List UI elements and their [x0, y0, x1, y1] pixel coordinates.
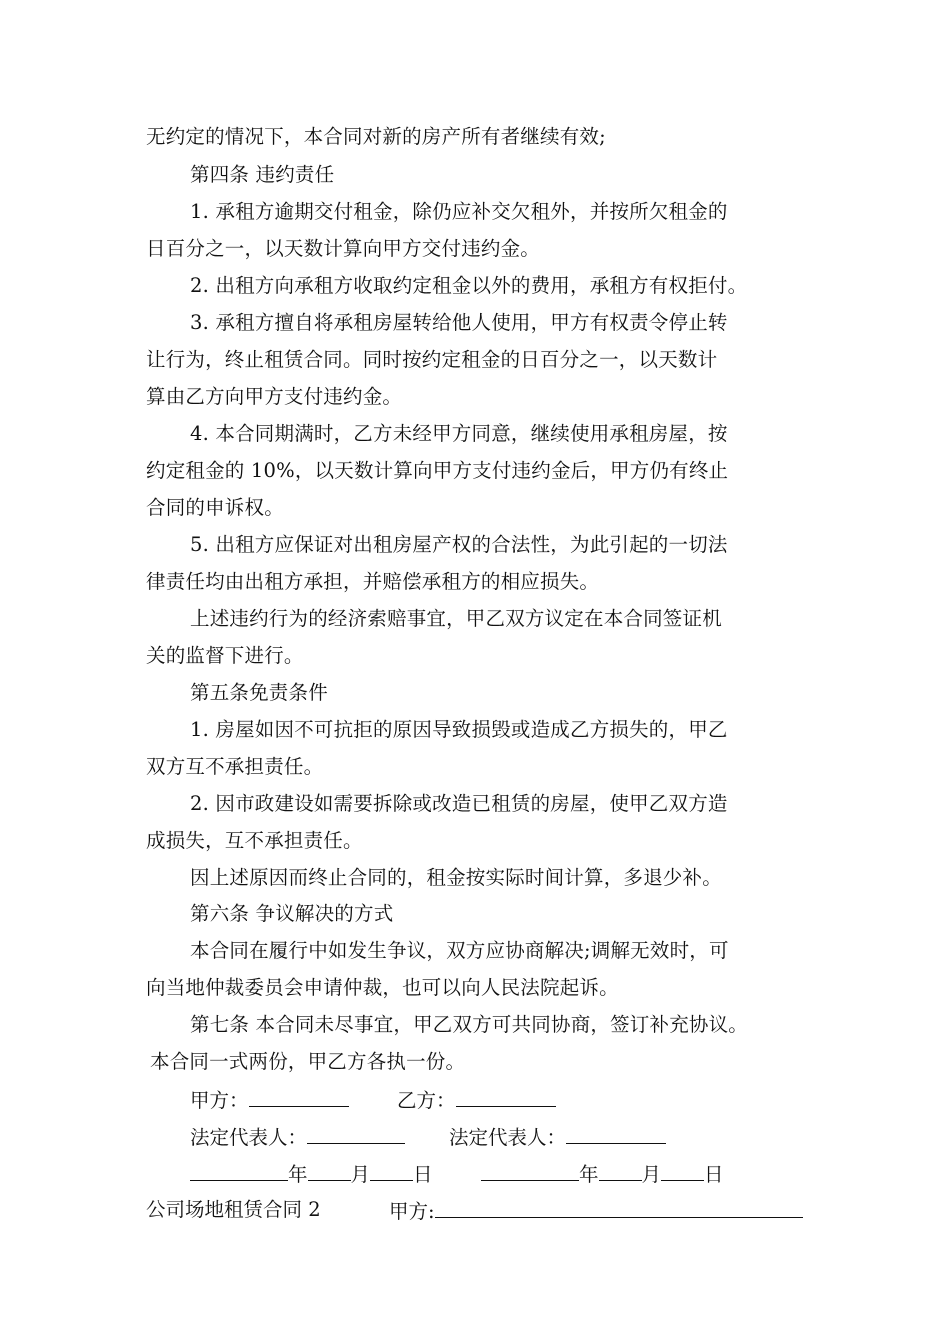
day-label: 日	[704, 1163, 724, 1186]
paragraph-line: 1. 承租方逾期交付租金，除仍应补交欠租外，并按所欠租金的	[190, 200, 728, 223]
next-party-a-blank	[435, 1197, 803, 1218]
month-blank	[308, 1160, 351, 1181]
article-heading: 第五条免责条件	[190, 681, 328, 704]
paragraph-line: 双方互不承担责任。	[146, 755, 324, 778]
year-blank	[481, 1160, 579, 1181]
month-blank	[599, 1160, 642, 1181]
paragraph-line: 算由乙方向甲方支付违约金。	[146, 385, 403, 408]
rep-b-signature	[449, 1123, 666, 1149]
paragraph-line: 日百分之一，以天数计算向甲方交付违约金。	[146, 237, 541, 260]
paragraph-line: 成损失，互不承担责任。	[146, 829, 363, 852]
day-label: 日	[413, 1163, 433, 1186]
month-label: 月	[350, 1163, 371, 1186]
day-blank	[370, 1160, 413, 1181]
next-party-a-label: 甲方:	[389, 1200, 435, 1223]
paragraph-line: 第七条 本合同未尽事宜，甲乙双方可共同协商，签订补充协议。	[190, 1013, 748, 1036]
paragraph-line: 上述违约行为的经济索赔事宜，甲乙双方议定在本合同签证机	[190, 607, 722, 630]
day-blank	[661, 1160, 704, 1181]
paragraph-line: 4. 本合同期满时，乙方未经甲方同意，继续使用承租房屋，按	[190, 422, 728, 445]
year-label: 年	[579, 1163, 599, 1186]
paragraph-line: 1. 房屋如因不可抗拒的原因导致损毁或造成乙方损失的，甲乙	[190, 718, 728, 741]
paragraph-line: 向当地仲裁委员会申请仲裁，也可以向人民法院起诉。	[146, 976, 619, 999]
paragraph-line: 合同的申诉权。	[146, 496, 284, 519]
date-a	[190, 1160, 433, 1186]
paragraph-line: 约定租金的 10%，以天数计算向甲方支付违约金后，甲方仍有终止	[146, 459, 729, 482]
paragraph-line: 无约定的情况下，本合同对新的房产所有者继续有效;	[146, 125, 606, 148]
paragraph-line: 律责任均由出租方承担，并赔偿承租方的相应损失。	[146, 570, 600, 593]
rep-b-label: 法定代表人：	[449, 1126, 567, 1149]
party-b-blank	[456, 1086, 556, 1107]
rep-b-blank	[566, 1123, 666, 1144]
year-label: 年	[288, 1163, 308, 1186]
rep-a-label: 法定代表人：	[190, 1126, 308, 1149]
date-b	[481, 1160, 724, 1186]
rep-a-signature	[190, 1123, 405, 1149]
rep-a-blank	[307, 1123, 405, 1144]
party-a-signature	[190, 1086, 349, 1112]
article-heading: 第六条 争议解决的方式	[190, 902, 394, 925]
paragraph-line: 2. 因市政建设如需要拆除或改造已租赁的房屋，使甲乙双方造	[190, 792, 728, 815]
paragraph-line: 关的监督下进行。	[146, 644, 304, 667]
paragraph-line: 3. 承租方擅自将承租房屋转给他人使用，甲方有权责令停止转	[190, 311, 728, 334]
paragraph-line: 本合同一式两份，甲乙方各执一份。	[150, 1050, 466, 1073]
paragraph-line: 2. 出租方向承租方收取约定租金以外的费用，承租方有权拒付。	[190, 274, 748, 297]
article-heading: 第四条 违约责任	[190, 163, 335, 186]
party-b-signature	[397, 1086, 556, 1112]
paragraph-line: 因上述原因而终止合同的，租金按实际时间计算，多退少补。	[190, 866, 722, 889]
paragraph-line: 本合同在履行中如发生争议，双方应协商解决;调解无效时，可	[190, 939, 729, 962]
year-blank	[190, 1160, 288, 1181]
next-party-a	[389, 1197, 803, 1223]
paragraph-line: 5. 出租方应保证对出租房屋产权的合法性，为此引起的一切法	[190, 533, 728, 556]
paragraph-line: 让行为，终止租赁合同。同时按约定租金的日百分之一，以天数计	[146, 348, 718, 371]
party-b-label: 乙方：	[397, 1089, 456, 1112]
party-a-label: 甲方：	[190, 1089, 249, 1112]
next-contract-title: 公司场地租赁合同 2	[146, 1198, 321, 1221]
month-label: 月	[641, 1163, 662, 1186]
party-a-blank	[249, 1086, 349, 1107]
